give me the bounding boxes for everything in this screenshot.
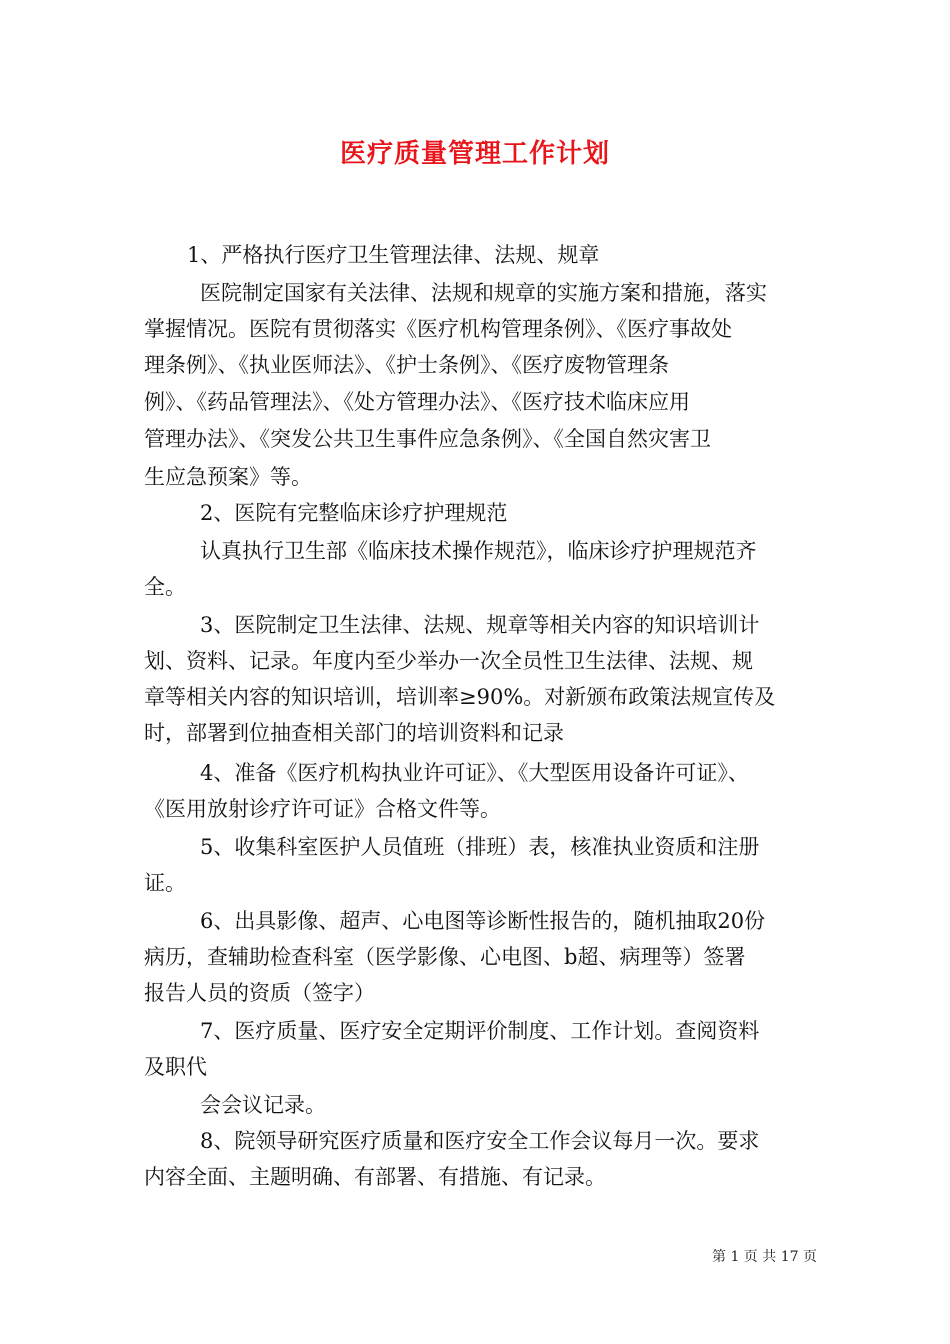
text-line: 2、医院有完整临床诊疗护理规范 xyxy=(200,501,508,525)
text-line: 内容全面、主题明确、有部署、有措施、有记录。 xyxy=(144,1165,606,1189)
text-line: 病历，查辅助检查科室（医学影像、心电图、b超、病理等）签署 xyxy=(144,945,746,969)
text-line: 认真执行卫生部《临床技术操作规范》，临床诊疗护理规范齐 xyxy=(200,539,757,563)
text-line: 6、出具影像、超声、心电图等诊断性报告的，随机抽取20份 xyxy=(200,909,766,933)
text-line: 医院制定国家有关法律、法规和规章的实施方案和措施，落实 xyxy=(200,281,767,305)
text-line: 3、医院制定卫生法律、法规、规章等相关内容的知识培训计 xyxy=(200,613,760,637)
text-line: 管理办法》、《突发公共卫生事件应急条例》、《全国自然灾害卫 xyxy=(144,427,711,451)
page-number: 第 1 页 共 17 页 xyxy=(712,1249,817,1265)
text-line: 时，部署到位抽查相关部门的培训资料和记录 xyxy=(144,721,564,745)
text-line: 全。 xyxy=(144,575,186,599)
text-line: 及职代 xyxy=(144,1055,207,1079)
text-line: 1、严格执行医疗卫生管理法律、法规、规章 xyxy=(187,243,600,267)
text-line: 证。 xyxy=(144,871,186,895)
text-line: 《医用放射诊疗许可证》合格文件等。 xyxy=(144,797,501,821)
text-line: 5、收集科室医护人员值班（排班）表，核准执业资质和注册 xyxy=(200,835,760,859)
text-line: 报告人员的资质（签字） xyxy=(144,981,375,1005)
page-title: 医疗质量管理工作计划 xyxy=(339,139,610,169)
text-line: 7、医疗质量、医疗安全定期评价制度、工作计划。查阅资料 xyxy=(200,1019,760,1043)
text-line: 掌握情况。医院有贯彻落实《医疗机构管理条例》、《医疗事故处 xyxy=(144,317,732,341)
text-line: 理条例》、《执业医师法》、《护士条例》、《医疗废物管理条 xyxy=(144,353,669,377)
text-line: 生应急预案》等。 xyxy=(144,465,312,489)
text-line: 8、院领导研究医疗质量和医疗安全工作会议每月一次。要求 xyxy=(200,1129,760,1153)
text-line: 4、准备《医疗机构执业许可证》、《大型医用设备许可证》、 xyxy=(200,761,749,785)
text-line: 例》、《药品管理法》、《处方管理办法》、《医疗技术临床应用 xyxy=(144,390,690,414)
text-line: 划、资料、记录。年度内至少举办一次全员性卫生法律、法规、规 xyxy=(144,649,753,673)
text-line: 会会议记录。 xyxy=(200,1093,326,1117)
text-line: 章等相关内容的知识培训，培训率≥90%。对新颁布政策法规宣传及 xyxy=(144,685,776,709)
